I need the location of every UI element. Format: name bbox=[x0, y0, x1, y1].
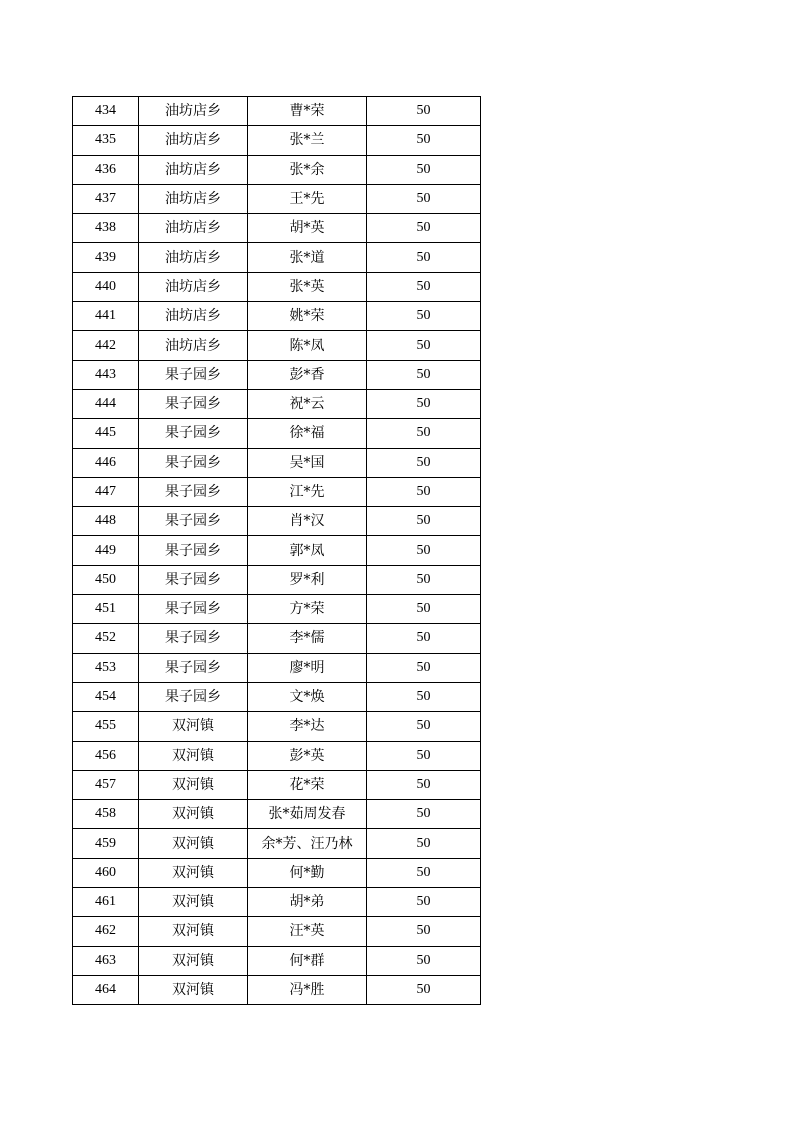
name-cell: 文*焕 bbox=[248, 682, 367, 711]
table-row bbox=[73, 624, 481, 653]
table-row bbox=[73, 975, 481, 1004]
table-row bbox=[73, 360, 481, 389]
row-number-cell: 435 bbox=[73, 126, 139, 155]
name-cell: 张*余 bbox=[248, 155, 367, 184]
table-row bbox=[73, 477, 481, 506]
table-row bbox=[73, 97, 481, 126]
name-cell: 王*先 bbox=[248, 184, 367, 213]
row-number-cell: 440 bbox=[73, 272, 139, 301]
row-number-cell: 444 bbox=[73, 389, 139, 418]
amount-cell: 50 bbox=[367, 653, 481, 682]
table-row bbox=[73, 419, 481, 448]
amount-cell: 50 bbox=[367, 448, 481, 477]
table-row bbox=[73, 770, 481, 799]
amount-cell: 50 bbox=[367, 302, 481, 331]
amount-cell: 50 bbox=[367, 770, 481, 799]
township-cell: 油坊店乡 bbox=[139, 155, 248, 184]
name-cell: 江*先 bbox=[248, 477, 367, 506]
amount-cell: 50 bbox=[367, 184, 481, 213]
row-number-cell: 460 bbox=[73, 858, 139, 887]
township-cell: 果子园乡 bbox=[139, 653, 248, 682]
row-number-cell: 445 bbox=[73, 419, 139, 448]
township-cell: 双河镇 bbox=[139, 917, 248, 946]
township-cell: 油坊店乡 bbox=[139, 126, 248, 155]
name-cell: 李*达 bbox=[248, 712, 367, 741]
name-cell: 彭*英 bbox=[248, 741, 367, 770]
row-number-cell: 456 bbox=[73, 741, 139, 770]
row-number-cell: 446 bbox=[73, 448, 139, 477]
amount-cell: 50 bbox=[367, 829, 481, 858]
table-row bbox=[73, 243, 481, 272]
name-cell: 汪*英 bbox=[248, 917, 367, 946]
township-cell: 果子园乡 bbox=[139, 448, 248, 477]
amount-cell: 50 bbox=[367, 536, 481, 565]
table-body bbox=[73, 97, 481, 1005]
amount-cell: 50 bbox=[367, 272, 481, 301]
township-cell: 果子园乡 bbox=[139, 507, 248, 536]
row-number-cell: 437 bbox=[73, 184, 139, 213]
township-cell: 油坊店乡 bbox=[139, 184, 248, 213]
township-cell: 果子园乡 bbox=[139, 419, 248, 448]
amount-cell: 50 bbox=[367, 800, 481, 829]
table-row bbox=[73, 331, 481, 360]
table-row bbox=[73, 741, 481, 770]
row-number-cell: 452 bbox=[73, 624, 139, 653]
table-row bbox=[73, 302, 481, 331]
row-number-cell: 434 bbox=[73, 97, 139, 126]
table-row bbox=[73, 858, 481, 887]
row-number-cell: 457 bbox=[73, 770, 139, 799]
amount-cell: 50 bbox=[367, 917, 481, 946]
township-cell: 果子园乡 bbox=[139, 389, 248, 418]
amount-cell: 50 bbox=[367, 712, 481, 741]
row-number-cell: 463 bbox=[73, 946, 139, 975]
township-cell: 油坊店乡 bbox=[139, 331, 248, 360]
row-number-cell: 453 bbox=[73, 653, 139, 682]
row-number-cell: 459 bbox=[73, 829, 139, 858]
row-number-cell: 450 bbox=[73, 565, 139, 594]
table-row bbox=[73, 829, 481, 858]
row-number-cell: 448 bbox=[73, 507, 139, 536]
row-number-cell: 461 bbox=[73, 888, 139, 917]
table-row bbox=[73, 448, 481, 477]
amount-cell: 50 bbox=[367, 477, 481, 506]
name-cell: 余*芳、汪乃林 bbox=[248, 829, 367, 858]
row-number-cell: 438 bbox=[73, 214, 139, 243]
amount-cell: 50 bbox=[367, 624, 481, 653]
township-cell: 油坊店乡 bbox=[139, 214, 248, 243]
name-cell: 姚*荣 bbox=[248, 302, 367, 331]
row-number-cell: 443 bbox=[73, 360, 139, 389]
amount-cell: 50 bbox=[367, 975, 481, 1004]
table-row bbox=[73, 682, 481, 711]
name-cell: 肖*汉 bbox=[248, 507, 367, 536]
township-cell: 油坊店乡 bbox=[139, 243, 248, 272]
row-number-cell: 442 bbox=[73, 331, 139, 360]
table-row bbox=[73, 565, 481, 594]
table-row bbox=[73, 800, 481, 829]
name-cell: 祝*云 bbox=[248, 389, 367, 418]
amount-cell: 50 bbox=[367, 331, 481, 360]
row-number-cell: 455 bbox=[73, 712, 139, 741]
name-cell: 何*勤 bbox=[248, 858, 367, 887]
township-cell: 双河镇 bbox=[139, 800, 248, 829]
table-row bbox=[73, 595, 481, 624]
row-number-cell: 436 bbox=[73, 155, 139, 184]
amount-cell: 50 bbox=[367, 389, 481, 418]
township-cell: 果子园乡 bbox=[139, 536, 248, 565]
table-row bbox=[73, 946, 481, 975]
row-number-cell: 462 bbox=[73, 917, 139, 946]
amount-cell: 50 bbox=[367, 507, 481, 536]
name-cell: 张*英 bbox=[248, 272, 367, 301]
table-row bbox=[73, 712, 481, 741]
amount-cell: 50 bbox=[367, 682, 481, 711]
name-cell: 罗*利 bbox=[248, 565, 367, 594]
table-row bbox=[73, 888, 481, 917]
row-number-cell: 439 bbox=[73, 243, 139, 272]
table-row bbox=[73, 272, 481, 301]
row-number-cell: 449 bbox=[73, 536, 139, 565]
name-cell: 何*群 bbox=[248, 946, 367, 975]
township-cell: 双河镇 bbox=[139, 975, 248, 1004]
name-cell: 胡*弟 bbox=[248, 888, 367, 917]
amount-cell: 50 bbox=[367, 946, 481, 975]
subsidy-table bbox=[72, 96, 481, 1005]
row-number-cell: 454 bbox=[73, 682, 139, 711]
amount-cell: 50 bbox=[367, 155, 481, 184]
amount-cell: 50 bbox=[367, 888, 481, 917]
name-cell: 张*茹周发春 bbox=[248, 800, 367, 829]
name-cell: 陈*凤 bbox=[248, 331, 367, 360]
amount-cell: 50 bbox=[367, 214, 481, 243]
township-cell: 双河镇 bbox=[139, 888, 248, 917]
table-row bbox=[73, 389, 481, 418]
name-cell: 花*荣 bbox=[248, 770, 367, 799]
township-cell: 果子园乡 bbox=[139, 595, 248, 624]
table-row bbox=[73, 184, 481, 213]
township-cell: 双河镇 bbox=[139, 829, 248, 858]
name-cell: 吴*国 bbox=[248, 448, 367, 477]
township-cell: 油坊店乡 bbox=[139, 97, 248, 126]
table-row bbox=[73, 507, 481, 536]
township-cell: 双河镇 bbox=[139, 946, 248, 975]
name-cell: 冯*胜 bbox=[248, 975, 367, 1004]
amount-cell: 50 bbox=[367, 565, 481, 594]
table-row bbox=[73, 536, 481, 565]
township-cell: 果子园乡 bbox=[139, 477, 248, 506]
township-cell: 双河镇 bbox=[139, 741, 248, 770]
table-row bbox=[73, 214, 481, 243]
name-cell: 徐*福 bbox=[248, 419, 367, 448]
township-cell: 油坊店乡 bbox=[139, 272, 248, 301]
township-cell: 双河镇 bbox=[139, 712, 248, 741]
table-row bbox=[73, 155, 481, 184]
amount-cell: 50 bbox=[367, 419, 481, 448]
name-cell: 方*荣 bbox=[248, 595, 367, 624]
amount-cell: 50 bbox=[367, 97, 481, 126]
township-cell: 果子园乡 bbox=[139, 624, 248, 653]
name-cell: 张*道 bbox=[248, 243, 367, 272]
amount-cell: 50 bbox=[367, 243, 481, 272]
name-cell: 张*兰 bbox=[248, 126, 367, 155]
township-cell: 双河镇 bbox=[139, 858, 248, 887]
amount-cell: 50 bbox=[367, 595, 481, 624]
township-cell: 双河镇 bbox=[139, 770, 248, 799]
row-number-cell: 464 bbox=[73, 975, 139, 1004]
township-cell: 油坊店乡 bbox=[139, 302, 248, 331]
amount-cell: 50 bbox=[367, 126, 481, 155]
row-number-cell: 451 bbox=[73, 595, 139, 624]
row-number-cell: 447 bbox=[73, 477, 139, 506]
township-cell: 果子园乡 bbox=[139, 565, 248, 594]
row-number-cell: 441 bbox=[73, 302, 139, 331]
row-number-cell: 458 bbox=[73, 800, 139, 829]
table-row bbox=[73, 653, 481, 682]
name-cell: 胡*英 bbox=[248, 214, 367, 243]
township-cell: 果子园乡 bbox=[139, 360, 248, 389]
name-cell: 郭*凤 bbox=[248, 536, 367, 565]
amount-cell: 50 bbox=[367, 858, 481, 887]
amount-cell: 50 bbox=[367, 360, 481, 389]
name-cell: 彭*香 bbox=[248, 360, 367, 389]
name-cell: 廖*明 bbox=[248, 653, 367, 682]
name-cell: 曹*荣 bbox=[248, 97, 367, 126]
name-cell: 李*儒 bbox=[248, 624, 367, 653]
table-row bbox=[73, 917, 481, 946]
amount-cell: 50 bbox=[367, 741, 481, 770]
township-cell: 果子园乡 bbox=[139, 682, 248, 711]
table-row bbox=[73, 126, 481, 155]
